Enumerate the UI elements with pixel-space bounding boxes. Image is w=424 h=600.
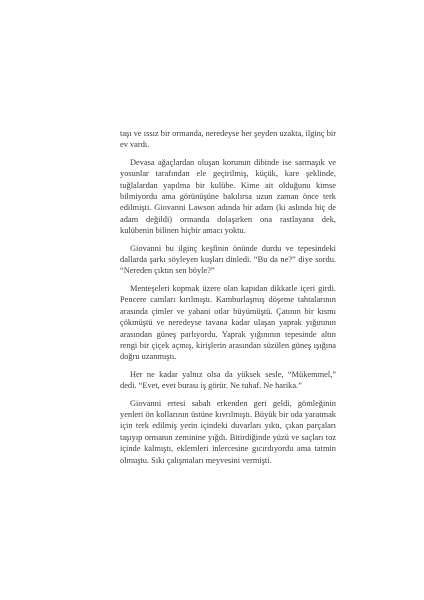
paragraph-1: taşı ve ıssız bir ormanda, neredeyse her şeyden uzakta, ilginç bir ev vardı. bbox=[120, 129, 336, 150]
paragraph-6: Giovanni ertesi sabah erkenden geri geldi, gömleğinin yenleri ön kollarının üstüne kıvrılmıştı. Büyük bir oda yaratmak için terk edilmiş yerin içindeki duvarları yıktı, çıkan parçaları taşıyıp ormanın zeminine yığdı. Bitirdiğinde yüzü ve saçları toz içinde kalmıştı, eklemleri inlercesine gıcırdıyordu ama tatmin olmuştu. Sıkı çalışmaları meyvesini vermişti. bbox=[120, 398, 336, 465]
paragraph-3: Giovanni bu ilginç keşfinin önünde durdu ve tepesindeki dallarda şarkı söyleyen kuşları dinledi. “Bu da ne?” diye sordu. “Nereden çıktın sen böyle?” bbox=[120, 243, 336, 276]
page-top-crop bbox=[120, 124, 336, 128]
paragraph-4: Menteşeleri kopmak üzere olan kapıdan dikkatle içeri girdi. Pencere camları kırılmıştı. Kamburlaşmış döşeme tahtalarının arasında çimler ve yabani otlar büyümüştü. Çatının bir kısmı çökmüştü ve neredeyse tavana kadar ulaşan yaprak yığınının arasından güneş parlıyordu. Yaprak yığınının tepesinde altın rengi bir çiçek açmış, kirişlerin arasından süzülen güneş ışığına doğru uzanmıştı. bbox=[120, 283, 336, 362]
body-text bbox=[120, 128, 336, 466]
paragraph-2: Devasa ağaçlardan oluşan korunun dibinde ise sarmaşık ve yosunlar tarafından ele geçirilmiş, küçük, kare şeklinde, tuğlalardan yapılma bir kulübe. Kime ait olduğunu kimse bilmiyordu ama görünüşüne bakılırsa uzun zaman önce terk edilmişti. Giovanni Lawson adında bir adam (ki aslında hiç de adam değildi) ormanda dolaşırken ona rastlayana dek, kulübenin bilinen hiçbir amacı yoktu. bbox=[120, 157, 336, 236]
paragraph-5: Her ne kadar yalnız olsa da yüksek sesle, “Mükemmel,” dedi. “Evet, evet burası iş görür. Ne tuhaf. Ne harika.” bbox=[120, 369, 336, 391]
